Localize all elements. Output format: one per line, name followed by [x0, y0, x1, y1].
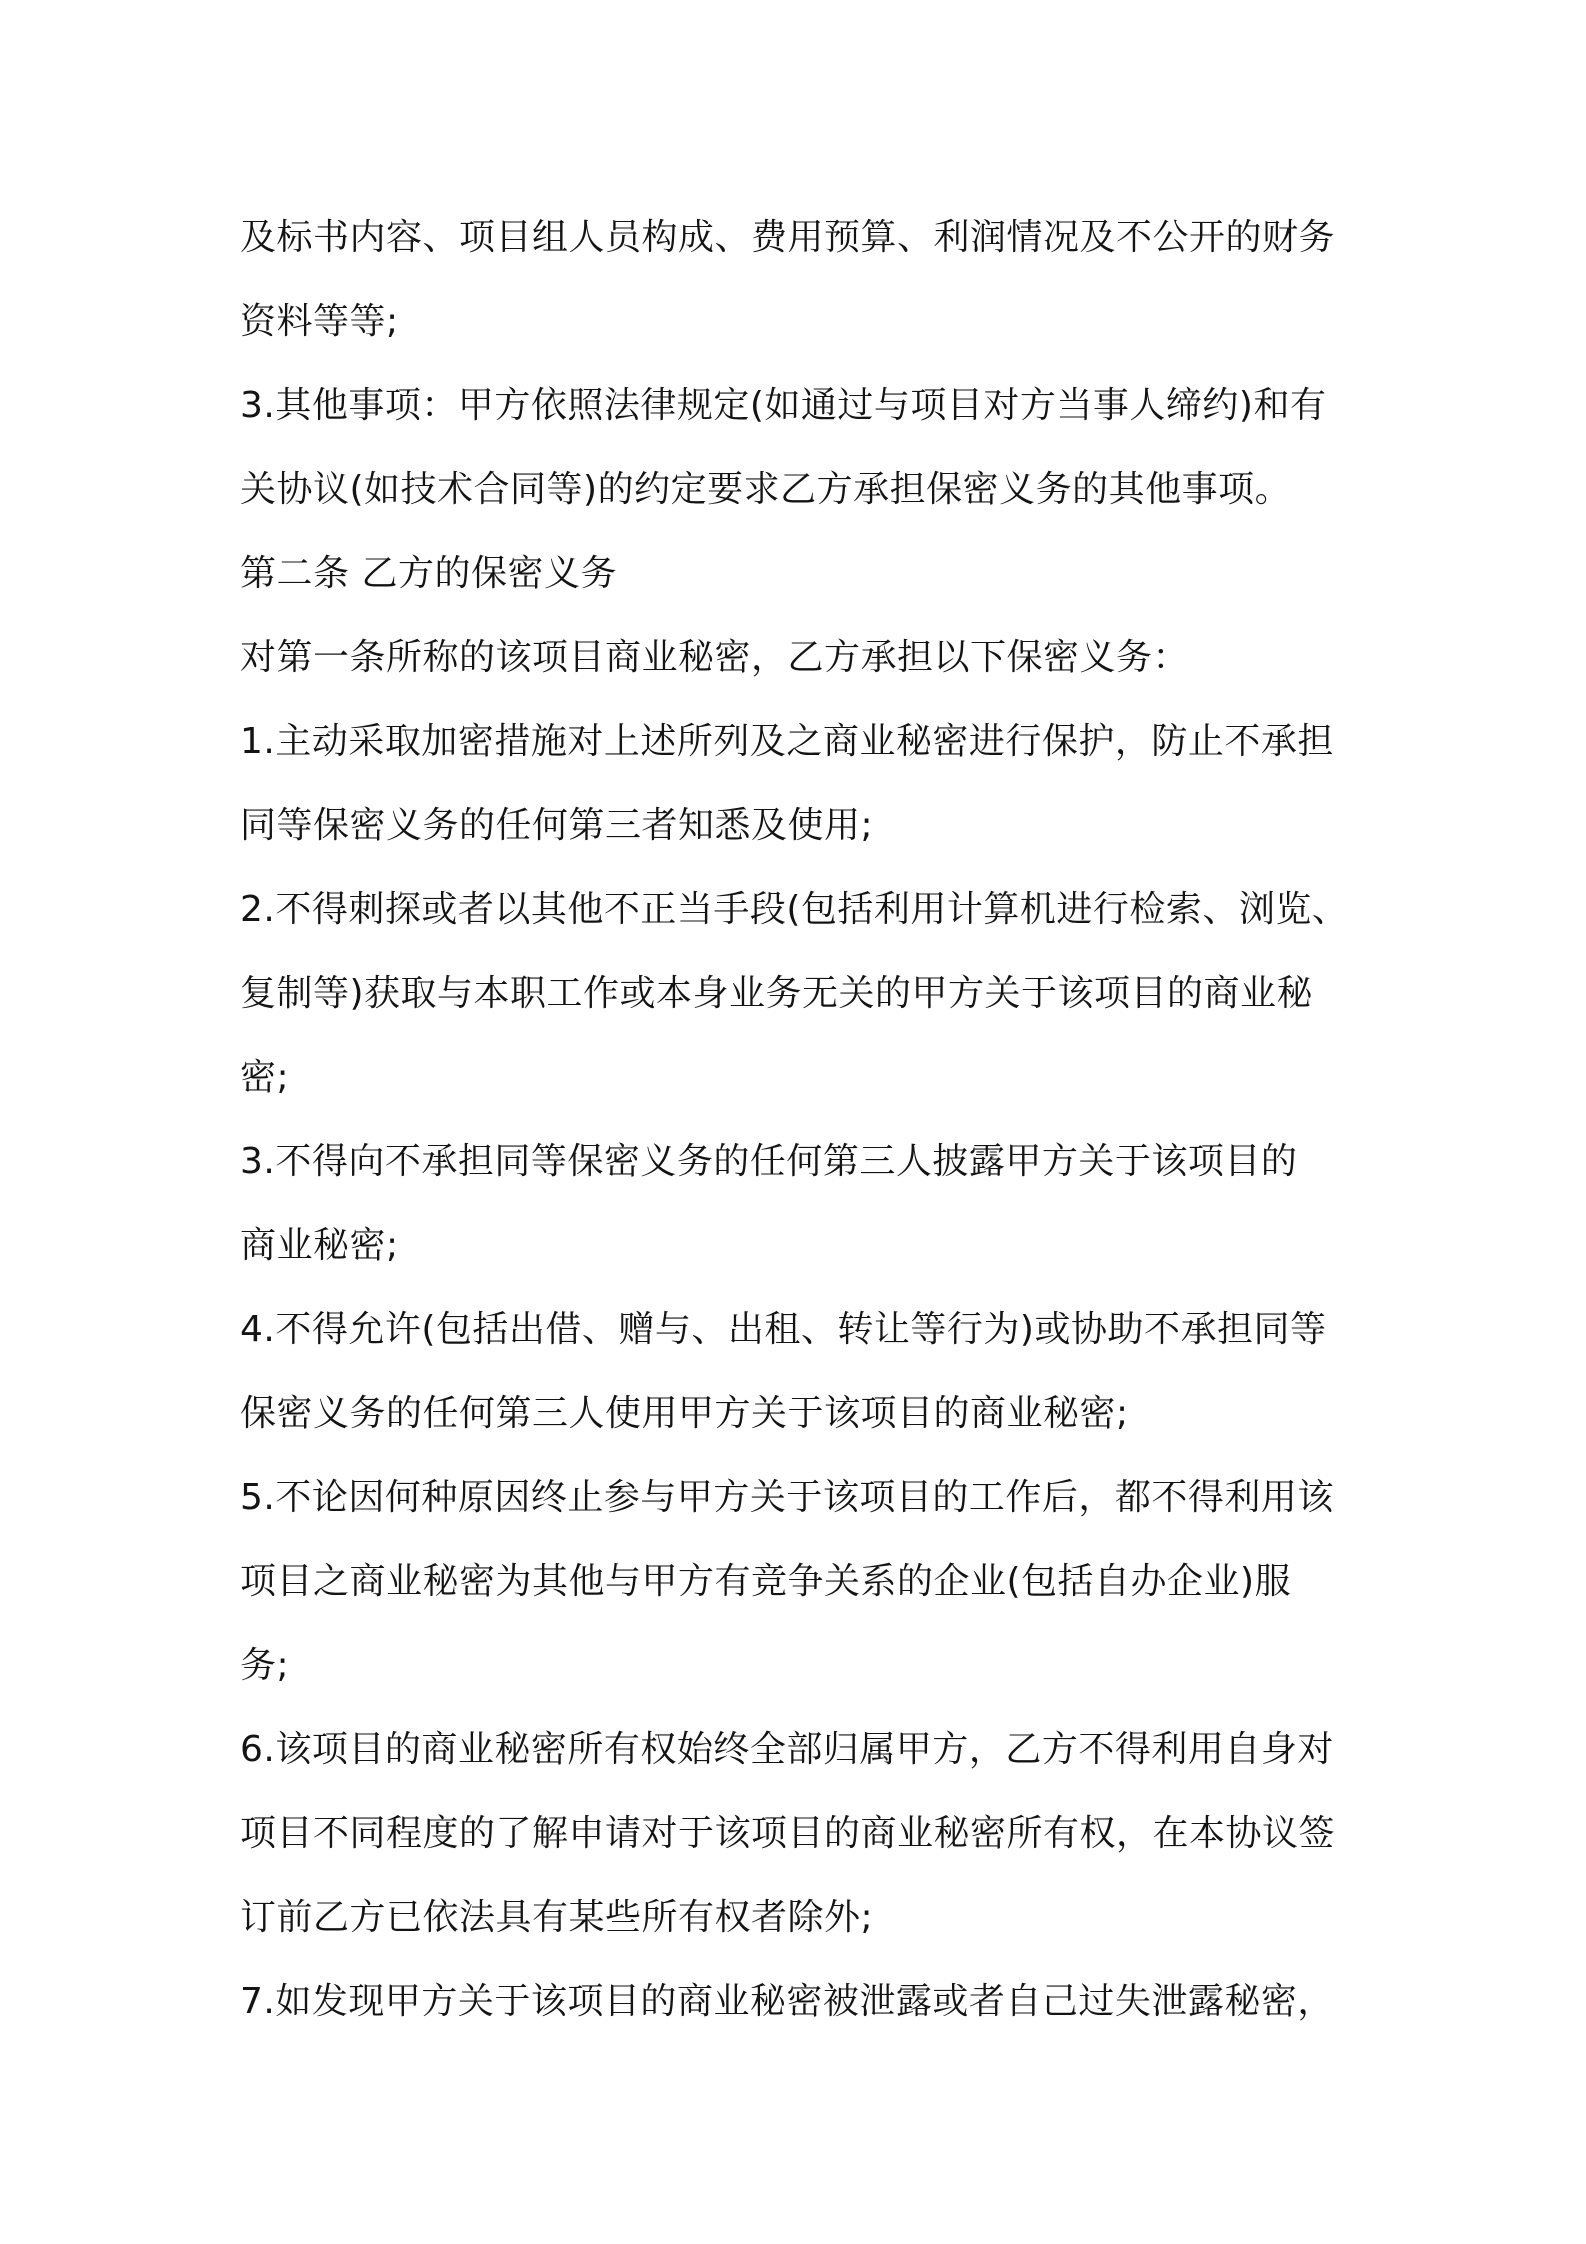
text-line-3: 3.其他事项：甲方依照法律规定(如通过与项目对方当事人缔约)和有 — [240, 385, 1327, 426]
text-line-18: 务; — [240, 1645, 290, 1686]
text-line-19: 6.该项目的商业秘密所有权始终全部归属甲方，乙方不得利用自身对 — [240, 1729, 1334, 1770]
text-line-20: 项目不同程度的了解申请对于该项目的商业秘密所有权，在本协议签 — [240, 1813, 1336, 1854]
text-line-14: 4.不得允许(包括出借、赠与、出租、转让等行为)或协助不承担同等 — [240, 1309, 1327, 1350]
text-line-4: 关协议(如技术合同等)的约定要求乙方承担保密义务的其他事项。 — [240, 469, 1292, 510]
text-line-22: 7.如发现甲方关于该项目的商业秘密被泄露或者自己过失泄露秘密， — [240, 1981, 1334, 2022]
text-line-12: 3.不得向不承担同等保密义务的任何第三人披露甲方关于该项目的 — [240, 1141, 1298, 1182]
text-line-6: 对第一条所称的该项目商业秘密，乙方承担以下保密义务： — [240, 637, 1190, 678]
document-body — [240, 196, 1360, 2044]
text-line-9: 2.不得刺探或者以其他不正当手段(包括利用计算机进行检索、浏览、 — [240, 889, 1349, 930]
text-line-1: 及标书内容、项目组人员构成、费用预算、利润情况及不公开的财务 — [240, 217, 1336, 258]
text-line-13: 商业秘密; — [240, 1225, 399, 1266]
section-heading: 第二条 乙方的保密义务 — [240, 553, 617, 594]
text-line-21: 订前乙方已依法具有某些所有权者除外; — [240, 1897, 874, 1938]
text-line-10: 复制等)获取与本职工作或本身业务无关的甲方关于该项目的商业秘 — [240, 973, 1314, 1014]
text-line-17: 项目之商业秘密为其他与甲方有竞争关系的企业(包括自办企业)服 — [240, 1561, 1292, 1602]
text-line-15: 保密义务的任何第三人使用甲方关于该项目的商业秘密; — [240, 1393, 1129, 1434]
text-line-2: 资料等等; — [240, 301, 399, 342]
text-line-8: 同等保密义务的任何第三者知悉及使用; — [240, 805, 874, 846]
text-line-7: 1.主动采取加密措施对上述所列及之商业秘密进行保护，防止不承担 — [240, 721, 1334, 762]
text-line-16: 5.不论因何种原因终止参与甲方关于该项目的工作后，都不得利用该 — [240, 1477, 1334, 1518]
text-line-11: 密; — [240, 1057, 290, 1098]
